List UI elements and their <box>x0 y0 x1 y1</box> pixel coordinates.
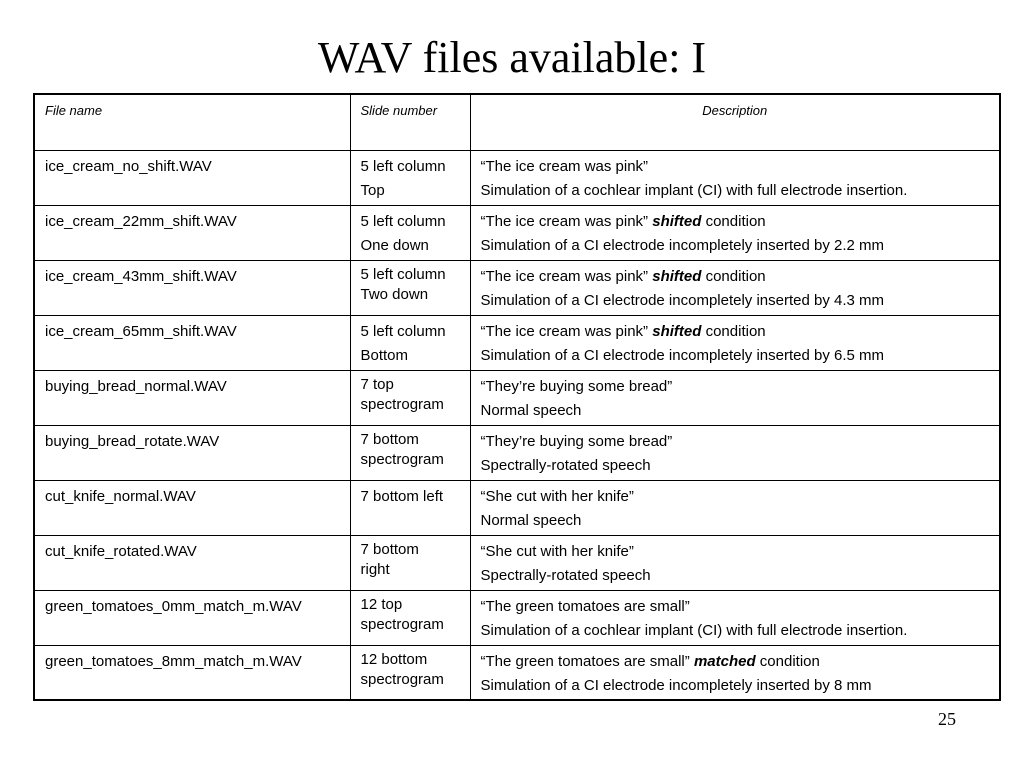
slide-number-cell <box>350 205 470 260</box>
description-cell <box>470 645 1000 700</box>
description-quote-line <box>481 430 990 454</box>
header-file-name: File name <box>34 94 350 150</box>
page-number: 25 <box>938 709 956 729</box>
slide-number-line: right <box>360 560 390 578</box>
description-cell <box>470 590 1000 645</box>
slide-number-cell <box>350 425 470 480</box>
slide-number-line: 5 left column <box>360 157 446 175</box>
slide-number-cell <box>350 590 470 645</box>
slide-number-line: 12 bottom <box>360 650 428 668</box>
condition-emphasis: matched <box>693 652 756 670</box>
table-body <box>34 150 1000 700</box>
table-row <box>34 150 1000 205</box>
description-cell <box>470 260 1000 315</box>
description-quote-line <box>481 595 990 619</box>
description-quote-line <box>481 650 990 674</box>
slide-number-line: spectrogram <box>360 395 444 413</box>
slide-number-cell <box>350 315 470 370</box>
file-name: ice_cream_43mm_shift.WAV <box>45 267 237 285</box>
file-name-cell <box>34 535 350 590</box>
file-name: green_tomatoes_0mm_match_m.WAV <box>45 597 302 615</box>
file-name-cell <box>34 645 350 700</box>
description-detail: Normal speech <box>480 511 582 529</box>
slide-number-line: 7 bottom left <box>360 487 444 505</box>
table-row <box>34 315 1000 370</box>
description-detail: Normal speech <box>480 401 582 419</box>
condition-label: condition <box>705 212 766 230</box>
condition-emphasis: shifted <box>652 322 702 340</box>
description-quote: “They’re buying some bread” <box>480 432 673 450</box>
slide-number-line: 5 left column <box>360 212 446 230</box>
slide-number-line: 7 top <box>360 375 394 393</box>
file-name: ice_cream_65mm_shift.WAV <box>45 322 237 340</box>
description-quote-line <box>481 210 990 234</box>
table-row <box>34 480 1000 535</box>
table-row <box>34 370 1000 425</box>
description-quote: “She cut with her knife” <box>480 487 634 505</box>
slide-number-line: spectrogram <box>360 615 444 633</box>
file-name-cell <box>34 260 350 315</box>
slide-number-line: Bottom <box>360 346 409 364</box>
description-detail: Simulation of a cochlear implant (CI) with full electrode insertion. <box>480 621 908 639</box>
file-name-cell <box>34 370 350 425</box>
description-quote-line <box>481 485 990 509</box>
description-cell <box>470 535 1000 590</box>
description-quote: “The ice cream was pink” <box>480 157 649 175</box>
description-quote: “The green tomatoes are small” <box>480 652 690 670</box>
file-name: ice_cream_no_shift.WAV <box>45 157 212 175</box>
file-name-cell <box>34 315 350 370</box>
description-cell <box>470 205 1000 260</box>
table-row <box>34 205 1000 260</box>
slide-number-cell <box>350 370 470 425</box>
description-quote-line <box>481 540 990 564</box>
description-detail: Simulation of a CI electrode incompletely inserted by 8 mm <box>480 676 872 694</box>
file-name: green_tomatoes_8mm_match_m.WAV <box>45 652 302 670</box>
table-row <box>34 535 1000 590</box>
header-slide-number: Slide number <box>350 94 470 150</box>
description-cell <box>470 425 1000 480</box>
description-quote-line <box>481 375 990 399</box>
wav-files-table <box>33 93 1001 701</box>
description-quote: “The ice cream was pink” <box>480 212 649 230</box>
condition-label: condition <box>705 267 766 285</box>
file-name-cell <box>34 150 350 205</box>
description-quote-line <box>481 265 990 289</box>
slide-number-line: 5 left column <box>360 322 446 340</box>
header-description: Description <box>470 94 1000 150</box>
slide-title: WAV files available: I <box>317 33 707 82</box>
file-name-cell <box>34 205 350 260</box>
description-quote: “The ice cream was pink” <box>480 322 649 340</box>
slide-number-cell <box>350 535 470 590</box>
slide-number-line: 7 bottom <box>360 540 419 558</box>
slide-number-cell <box>350 260 470 315</box>
file-name: buying_bread_normal.WAV <box>45 377 227 395</box>
file-name-cell <box>34 590 350 645</box>
file-name: buying_bread_rotate.WAV <box>45 432 220 450</box>
description-cell <box>470 480 1000 535</box>
description-quote: “She cut with her knife” <box>480 542 634 560</box>
description-cell <box>470 370 1000 425</box>
description-detail: Spectrally-rotated speech <box>480 566 651 584</box>
slide-number-cell <box>350 480 470 535</box>
slide-number-line: 12 top <box>360 595 403 613</box>
slide-number-line: One down <box>360 236 429 254</box>
slide-number-line: 7 bottom <box>360 430 419 448</box>
condition-emphasis: shifted <box>652 212 702 230</box>
slide-number-line: Top <box>360 181 385 199</box>
description-detail: Spectrally-rotated speech <box>480 456 651 474</box>
file-name: cut_knife_normal.WAV <box>45 487 196 505</box>
condition-label: condition <box>705 322 766 340</box>
description-quote-line <box>481 320 990 344</box>
file-name-cell <box>34 480 350 535</box>
condition-emphasis: shifted <box>652 267 702 285</box>
table-row <box>34 645 1000 700</box>
slide-number-cell <box>350 645 470 700</box>
description-cell <box>470 150 1000 205</box>
table-row <box>34 260 1000 315</box>
description-quote-line <box>481 155 990 179</box>
file-name: ice_cream_22mm_shift.WAV <box>45 212 237 230</box>
file-name: cut_knife_rotated.WAV <box>45 542 197 560</box>
description-detail: Simulation of a cochlear implant (CI) with full electrode insertion. <box>480 181 908 199</box>
slide-number-line: spectrogram <box>360 670 444 688</box>
description-cell <box>470 315 1000 370</box>
description-quote: “They’re buying some bread” <box>480 377 673 395</box>
description-quote: “The green tomatoes are small” <box>480 597 690 615</box>
slide-number-line: spectrogram <box>360 450 444 468</box>
description-detail: Simulation of a CI electrode incompletely inserted by 4.3 mm <box>480 291 885 309</box>
description-quote: “The ice cream was pink” <box>480 267 649 285</box>
table-row <box>34 590 1000 645</box>
slide-number-line: 5 left column <box>360 265 446 283</box>
file-name-cell <box>34 425 350 480</box>
description-detail: Simulation of a CI electrode incompletely inserted by 6.5 mm <box>480 346 885 364</box>
description-detail: Simulation of a CI electrode incompletely inserted by 2.2 mm <box>480 236 885 254</box>
slide-number-cell <box>350 150 470 205</box>
condition-label: condition <box>759 652 820 670</box>
table-row <box>34 425 1000 480</box>
slide-number-line: Two down <box>360 285 429 303</box>
table-header-row <box>34 94 1000 150</box>
